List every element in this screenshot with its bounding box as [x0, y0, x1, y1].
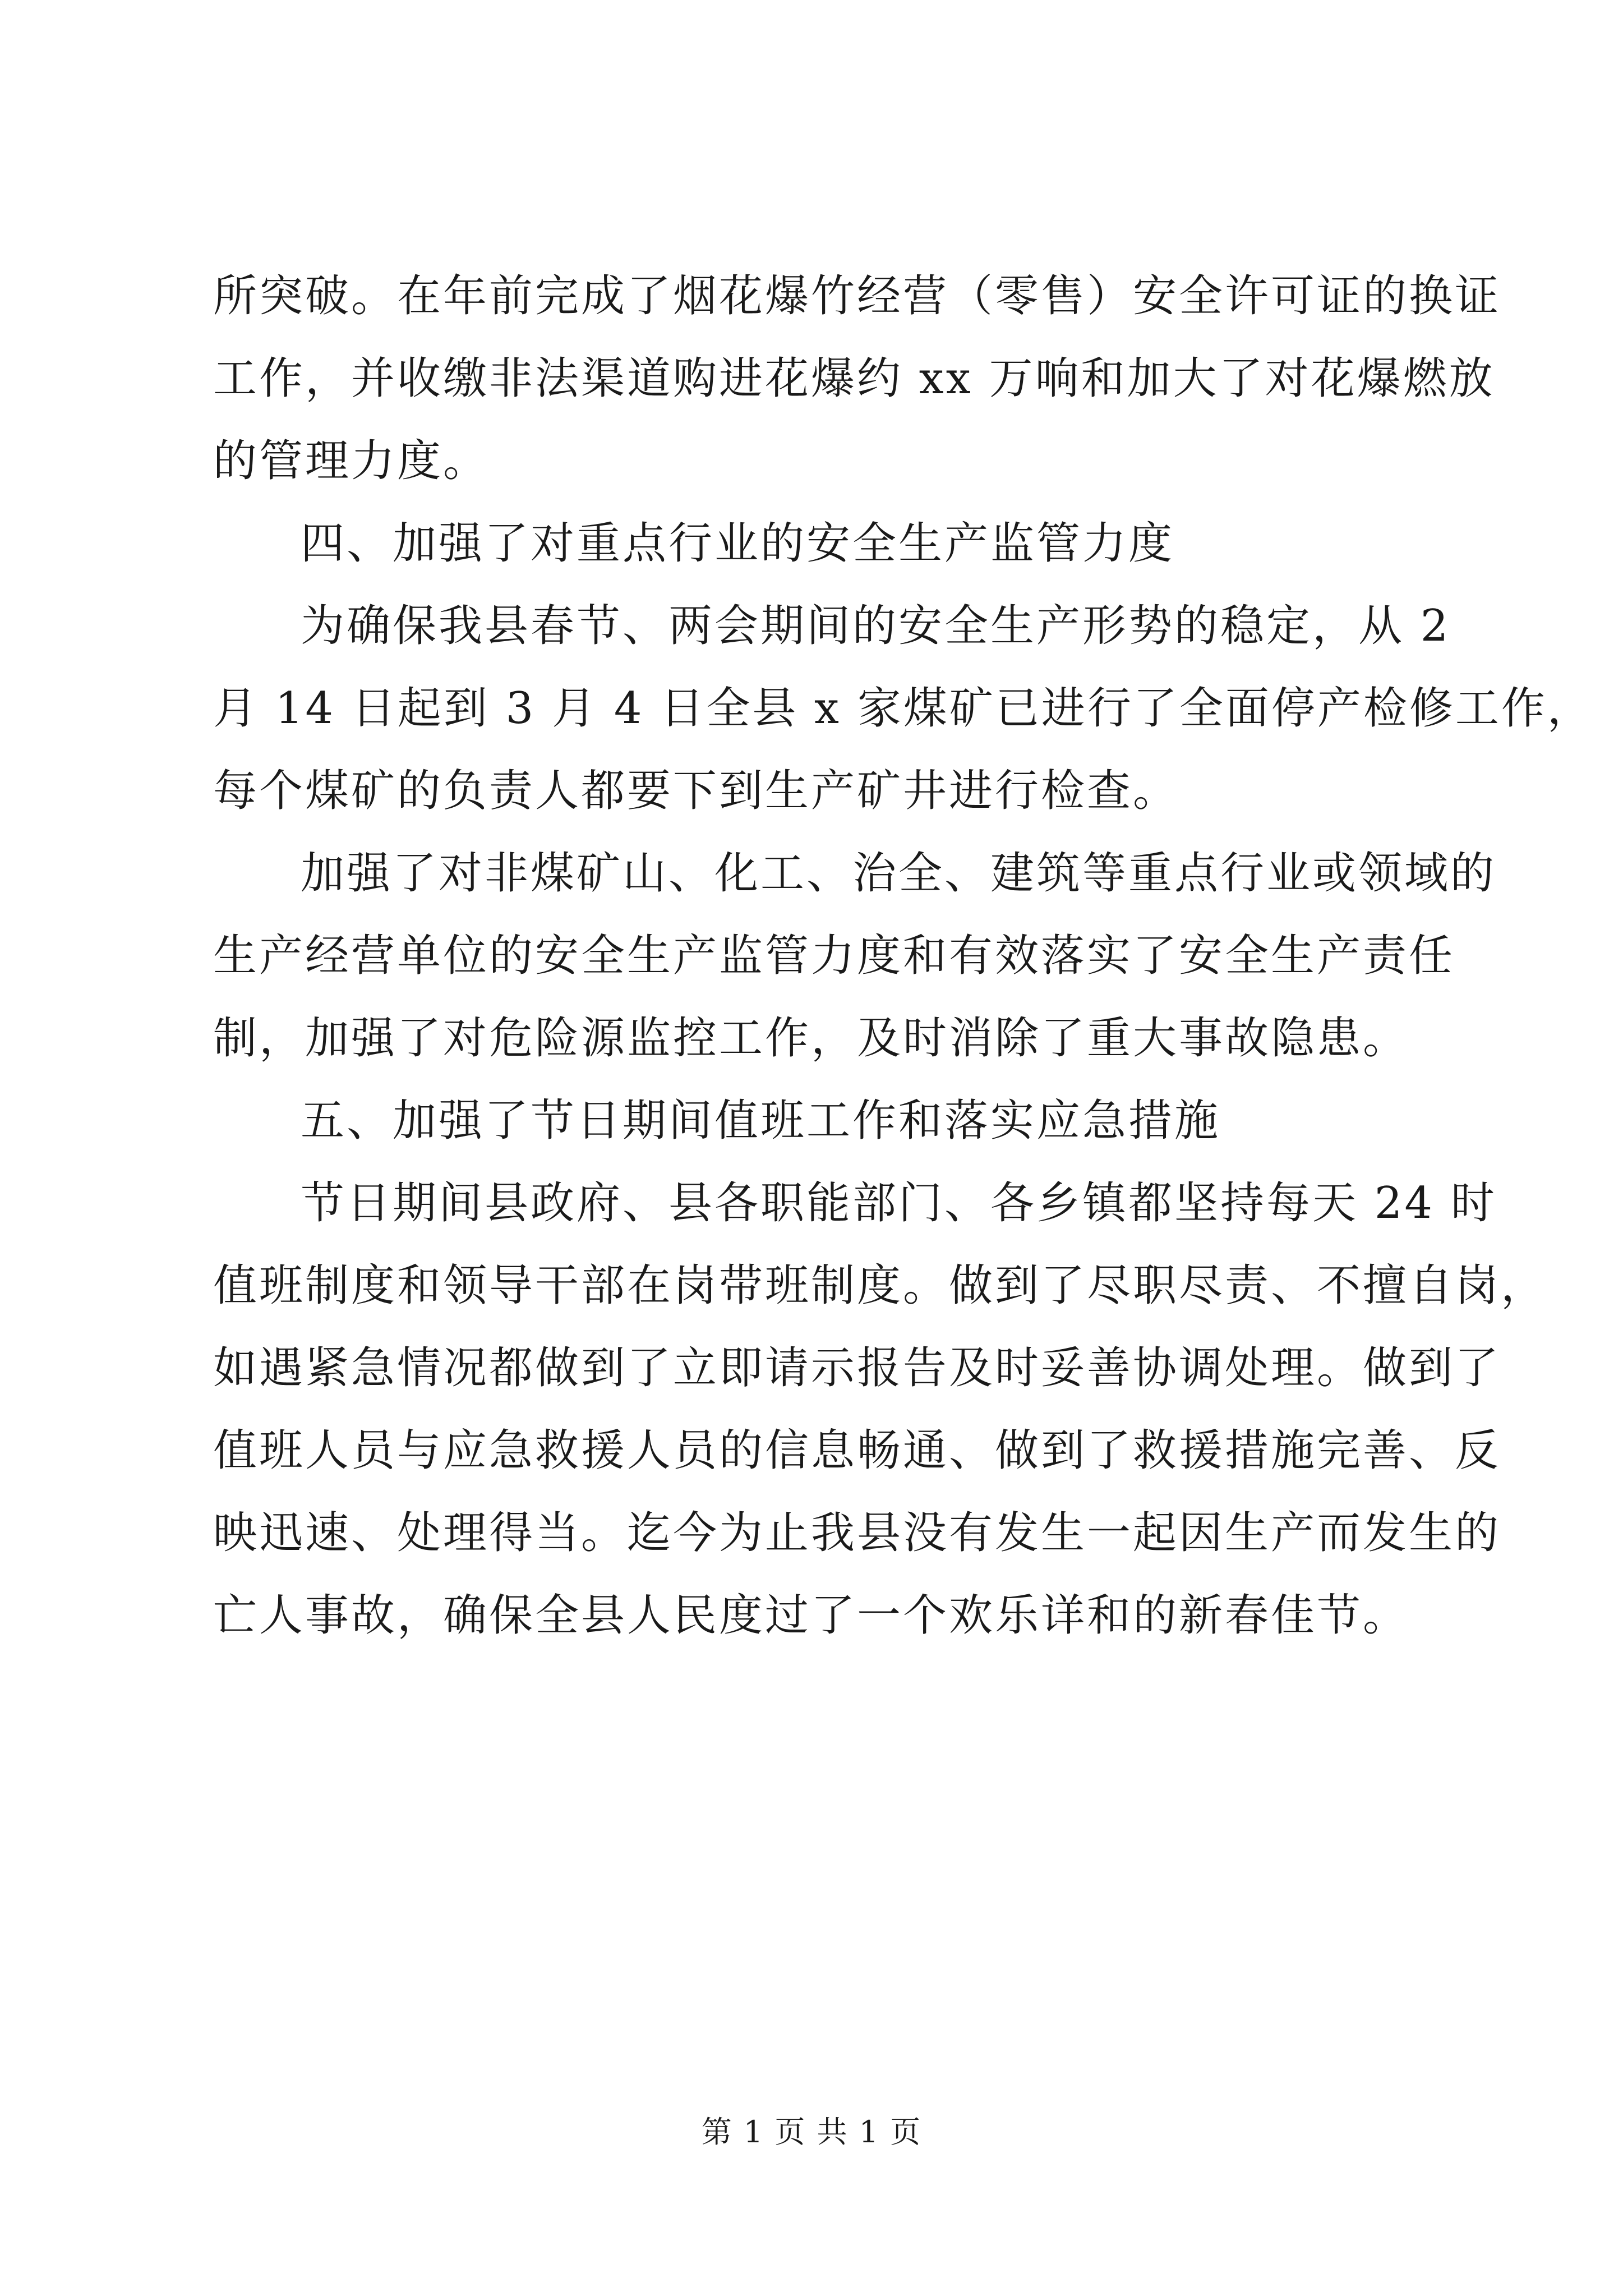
text-line-15: 值班人员与应急救援人员的信息畅通、做到了救援措施完善、反	[213, 1425, 1501, 1476]
section-heading-4: 四、加强了对重点行业的安全生产监管力度	[301, 518, 1175, 569]
text-line-10: 制，加强了对危险源监控工作，及时消除了重大事故隐患。	[213, 1013, 1409, 1064]
text-line-13: 值班制度和领导干部在岗带班制度。做到了尽职尽责、不擅自岗，	[213, 1260, 1547, 1311]
text-line-9: 生产经营单位的安全生产监管力度和有效落实了安全生产责任	[213, 931, 1455, 981]
page-number-footer: 第 1 页 共 1 页	[701, 2114, 922, 2150]
text-line-8: 加强了对非煤矿山、化工、治全、建筑等重点行业或领域的	[301, 848, 1497, 899]
text-line-12: 节日期间县政府、县各职能部门、各乡镇都坚持每天 24 时	[301, 1178, 1497, 1228]
document-body	[213, 255, 1593, 1657]
text-line-7: 每个煤矿的负责人都要下到生产矿井进行检查。	[213, 766, 1179, 816]
text-line-14: 如遇紧急情况都做到了立即请示报告及时妥善协调处理。做到了	[213, 1343, 1501, 1393]
text-line-17: 亡人事故，确保全县人民度过了一个欢乐详和的新春佳节。	[213, 1590, 1409, 1641]
text-line-16: 映迅速、处理得当。迄今为止我县没有发生一起因生产而发生的	[213, 1508, 1501, 1558]
text-line-5: 为确保我县春节、两会期间的安全生产形势的稳定，从 2	[301, 601, 1451, 651]
text-line-2: 工作，并收缴非法渠道购进花爆约 xx 万响和加大了对花爆燃放	[213, 353, 1495, 404]
text-line-1: 所突破。在年前完成了烟花爆竹经营（零售）安全许可证的换证	[213, 271, 1501, 321]
text-line-3: 的管理力度。	[213, 436, 490, 486]
text-line-6: 月 14 日起到 3 月 4 日全县 x 家煤矿已进行了全面停产检修工作，	[213, 683, 1593, 734]
section-heading-5: 五、加强了节日期间值班工作和落实应急措施	[301, 1096, 1221, 1146]
